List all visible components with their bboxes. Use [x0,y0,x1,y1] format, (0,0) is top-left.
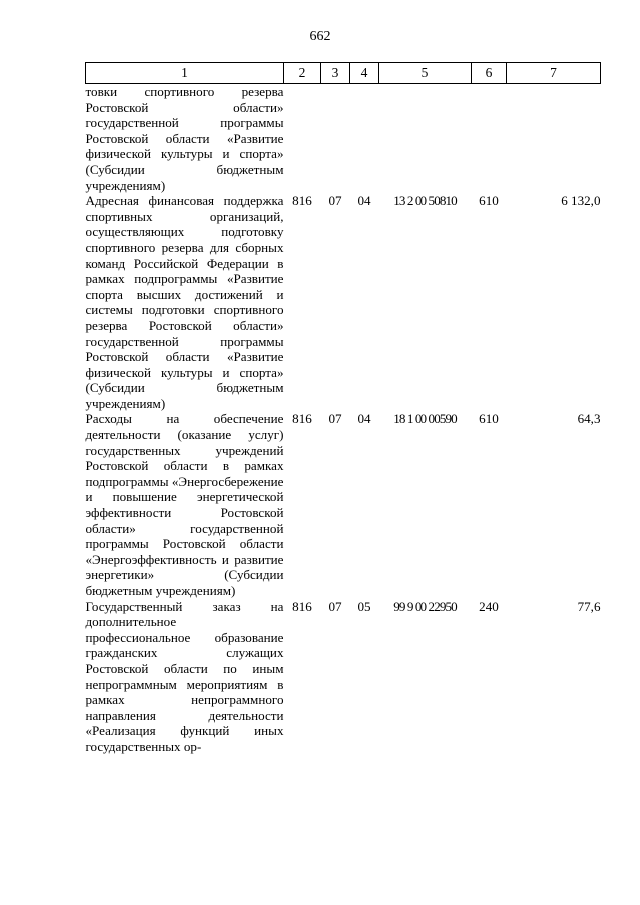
column-header-2: 2 [284,63,321,84]
row-expense-type [472,84,507,194]
row-target-article: 18 1 00 00590 [393,411,457,427]
budget-table [85,62,601,755]
row-ministry-code [284,84,321,194]
row-section [321,84,350,194]
row-subsection: 04 [357,193,371,209]
row-expense-type: 610 [479,411,499,427]
row-description: Расходы на обеспечение деятельности (оказание услуг) государственных учреждений Ростовской области в рамках подпрограммы «Энергосбережение и повышение энергетической эффективности Ростовской области» государственной программы Ростовской области «Энергоэффективность и развитие энергетики» (Субсидии бюджетным учреждениям) [85,411,284,598]
table-row [86,599,601,755]
column-header-5: 5 [379,63,472,84]
row-description: Адресная финансовая поддержка спортивных организаций, осуществляющих подготовку спортивного резерва для сборных команд Российской Федерации в рамках подпрограммы «Развитие спорта высших достижений и системы подготовки спортивного резерва Ростовской области» государственной программы Ростовской области «Развитие физической культуры и спорта» (Субсидии бюджетным учреждениям) [85,193,284,411]
table-row [86,411,601,598]
row-target-article: 99 9 00 22950 [393,598,457,614]
row-target-article: 13 2 00 50810 [393,193,457,209]
row-expense-type: 240 [479,598,499,614]
row-amount: 77,6 [577,598,601,614]
table-row [86,84,601,194]
row-expense-type: 610 [479,193,499,209]
column-header-1: 1 [86,63,284,84]
row-ministry-code: 816 [292,193,312,209]
row-amount: 64,3 [577,411,601,427]
row-subsection: 04 [357,411,371,427]
row-subsection [350,84,379,194]
column-header-3: 3 [321,63,350,84]
row-section: 07 [328,193,342,209]
row-ministry-code: 816 [292,598,312,614]
page-number: 662 [309,29,331,44]
column-header-7: 7 [507,63,601,84]
row-description: Государственный заказ на дополнительное профессиональное образование гражданских служащих Ростовской области по иным непрограммным мероприятиям в рамках непрограммного направления деятельности «Реализация функций иных государственных ор- [85,598,284,754]
row-description: товки спортивного резерва Ростовской области» государственной программы Ростовской области «Развитие физической культуры и спорта» (Субсидии бюджетным учреждениям) [85,84,284,193]
row-section: 07 [328,411,342,427]
row-ministry-code: 816 [292,411,312,427]
table-row [86,193,601,411]
table-header-row [86,63,601,84]
row-subsection: 05 [357,598,371,614]
column-header-4: 4 [350,63,379,84]
row-target-article [379,84,472,194]
column-header-6: 6 [472,63,507,84]
row-amount [507,84,601,194]
row-section: 07 [328,598,342,614]
row-amount: 6 132,0 [561,193,601,209]
